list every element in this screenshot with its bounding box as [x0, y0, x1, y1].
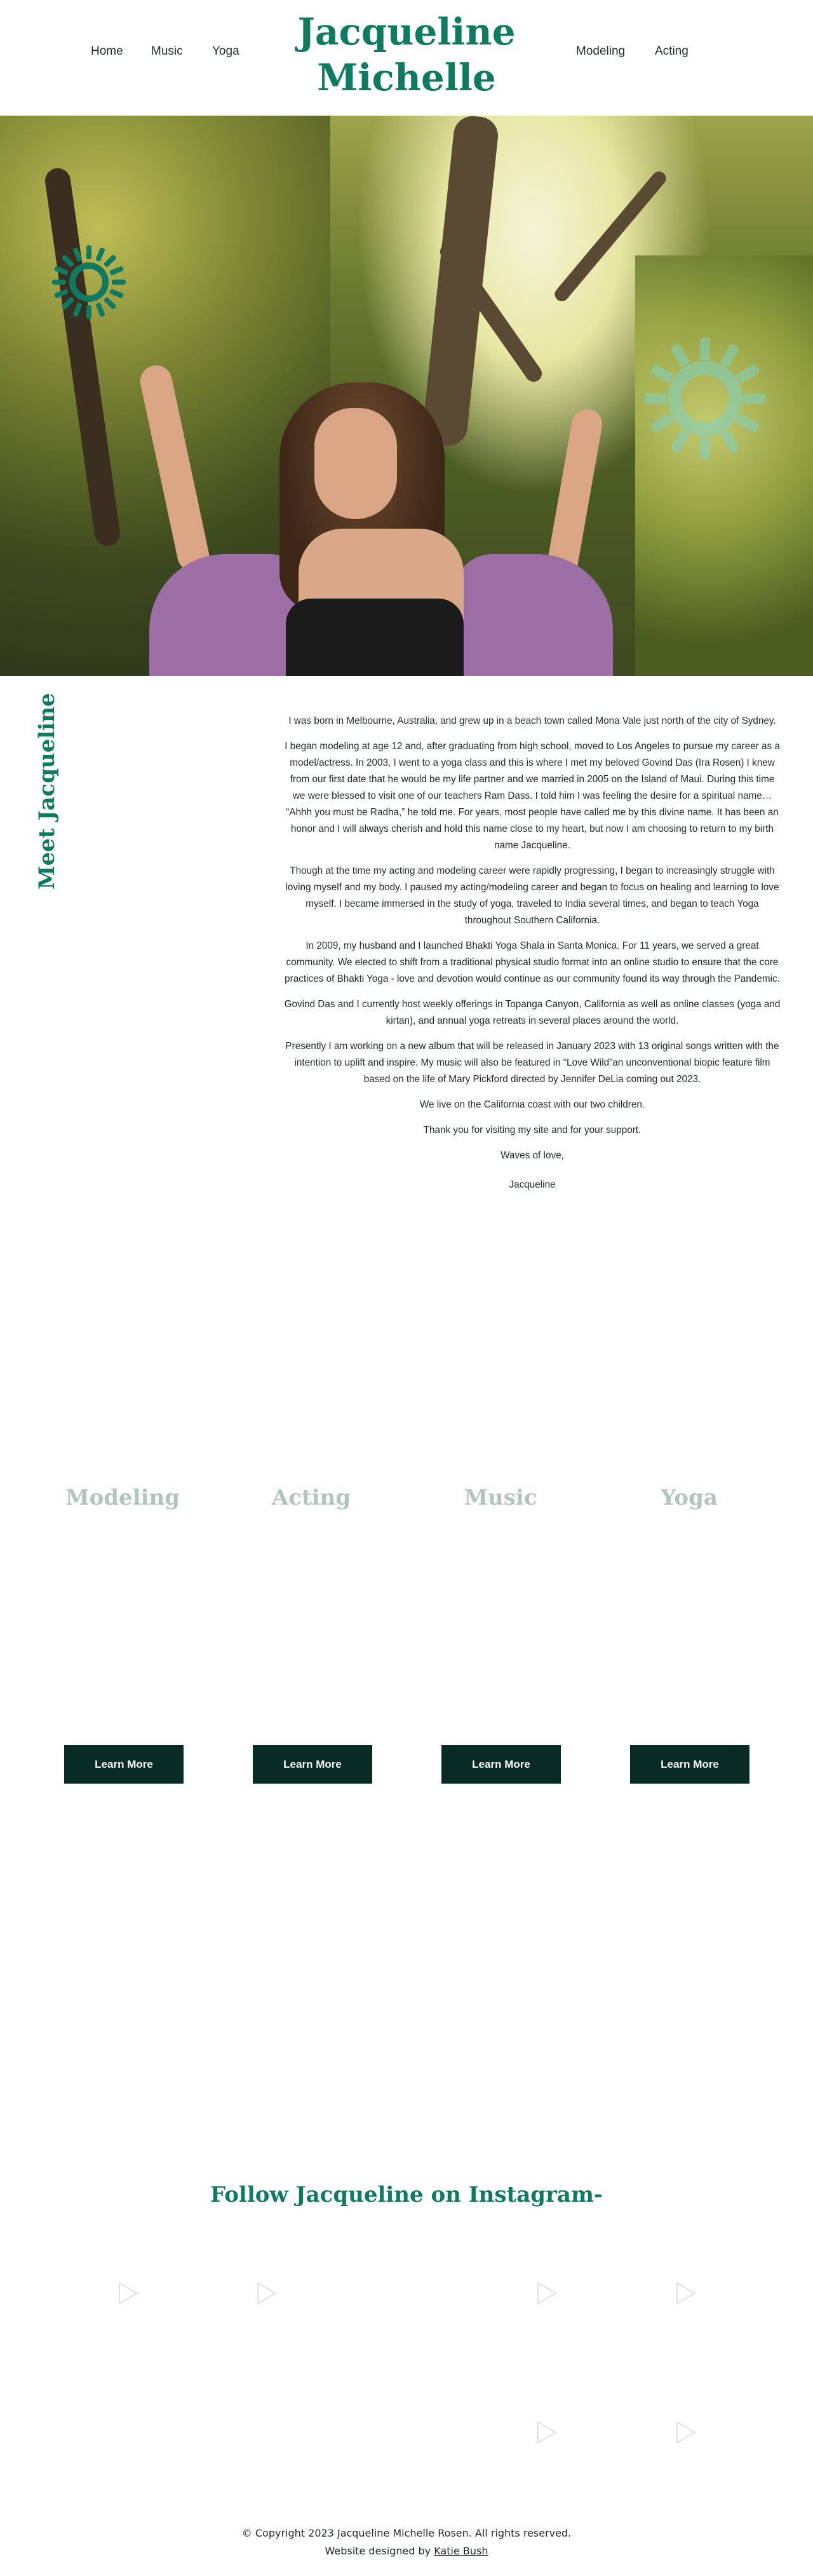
hero-foliage-right: [635, 255, 813, 676]
about-heading: [22, 693, 70, 902]
figure-top: [286, 599, 464, 676]
hero-image: [0, 116, 813, 676]
learn-more-modeling-button[interactable]: Learn More: [64, 1745, 184, 1784]
instagram-heading: Follow Jacqueline on Instagram-: [210, 2182, 603, 2207]
play-icon[interactable]: [672, 2420, 697, 2445]
site-title[interactable]: [273, 9, 540, 100]
copyright-text: © Copyright 2023 Jacqueline Michelle Rosen. All rights reserved.: [241, 2527, 572, 2539]
designer-credit: [152, 2542, 661, 2560]
designer-link[interactable]: Katie Bush: [434, 2545, 488, 2557]
learn-more-acting-button[interactable]: Learn More: [253, 1745, 372, 1784]
nav-acting-link[interactable]: Acting: [655, 44, 689, 58]
sun-burst-icon: [50, 243, 128, 322]
about-paragraph: Waves of love,: [501, 1150, 564, 1161]
play-icon[interactable]: [672, 2281, 697, 2306]
about-paragraph: I began modeling at age 12 and, after graduating from high school, moved to Los Angeles to pursue my career as a model/actress. In 2003, I went to a yoga class and this is where I met my beloved Govind Das (Ira Rosen) I knew from our first date that he would be my life partner and we married in 2005 on the Island of Maui. During this time we were blessed to visit one of our teachers Ram Dass. I told him I was feeling the desire for a spiritual name… “Ahhh you must be Radha,” he told me. For years, most people have called me by this divine name. It has been an honor and I will always cherish and hold this name close to my heart, but now I am choosing to return to my birth name Jacqueline.: [285, 741, 780, 851]
about-paragraph: In 2009, my husband and I launched Bhakti Yoga Shala in Santa Monica. For 11 years, we served a great community. We elected to shift from a traditional physical studio format into an online studio to ensure that the core practices of Bhakti Yoga - love and devotion would continue as our community found its way through the Pandemic.: [285, 940, 780, 984]
about-body: [283, 713, 781, 1202]
about-heading-text: Meet Jacqueline: [34, 693, 60, 890]
nav-modeling-link[interactable]: Modeling: [576, 44, 626, 58]
designer-credit-prefix: Website designed by: [325, 2545, 434, 2557]
play-icon[interactable]: [114, 2281, 140, 2306]
category-title-acting: Acting: [271, 1485, 351, 1510]
site-title-line2: Michelle: [317, 56, 496, 99]
play-icon[interactable]: [253, 2281, 278, 2306]
about-paragraph: Though at the time my acting and modeling career were rapidly progressing, I began to increasingly struggle with loving myself and my body. I paused my acting/modeling career and began to focus on healing and learning to love myself. I became immersed in the study of yoga, traveled to India several times, and began to teach Yoga throughout Southern California.: [285, 865, 779, 926]
about-paragraph: We live on the California coast with our two children.: [419, 1099, 645, 1110]
category-title-yoga: Yoga: [661, 1485, 718, 1510]
about-paragraph: Thank you for visiting my site and for your support.: [423, 1125, 642, 1135]
sun-burst-icon: [642, 335, 769, 462]
about-paragraph: Presently I am working on a new album that will be released in January 2023 with 13 original songs written with the intention to uplift and inspire. My music will also be featured in “Love Wild”an unconventional biopic feature film based on the life of Mary Pickford directed by Jennifer DeLia coming out 2023.: [285, 1041, 779, 1085]
category-title-modeling: Modeling: [65, 1485, 180, 1510]
learn-more-yoga-button[interactable]: Learn More: [630, 1745, 749, 1784]
learn-more-music-button[interactable]: Learn More: [441, 1745, 561, 1784]
site-footer: [152, 2525, 661, 2560]
about-paragraph: I was born in Melbourne, Australia, and grew up in a beach town called Mona Vale just north of the city of Sydney.: [288, 715, 776, 726]
figure-robe-right: [454, 554, 613, 676]
about-signature: Jacqueline: [509, 1179, 556, 1190]
play-icon[interactable]: [533, 2420, 558, 2445]
site-header: [0, 0, 813, 116]
about-paragraph: Govind Das and I currently host weekly offerings in Topanga Canyon, California as well as online classes (yoga and kirtan), and annual yoga retreats in several places around the world.: [284, 999, 781, 1026]
nav-home-link[interactable]: Home: [91, 44, 123, 58]
nav-yoga-link[interactable]: Yoga: [212, 44, 239, 58]
site-title-line1: Jacqueline: [297, 10, 516, 53]
figure-face: [314, 408, 397, 519]
category-title-music: Music: [464, 1485, 537, 1510]
nav-music-link[interactable]: Music: [151, 44, 183, 58]
play-icon[interactable]: [533, 2281, 558, 2306]
